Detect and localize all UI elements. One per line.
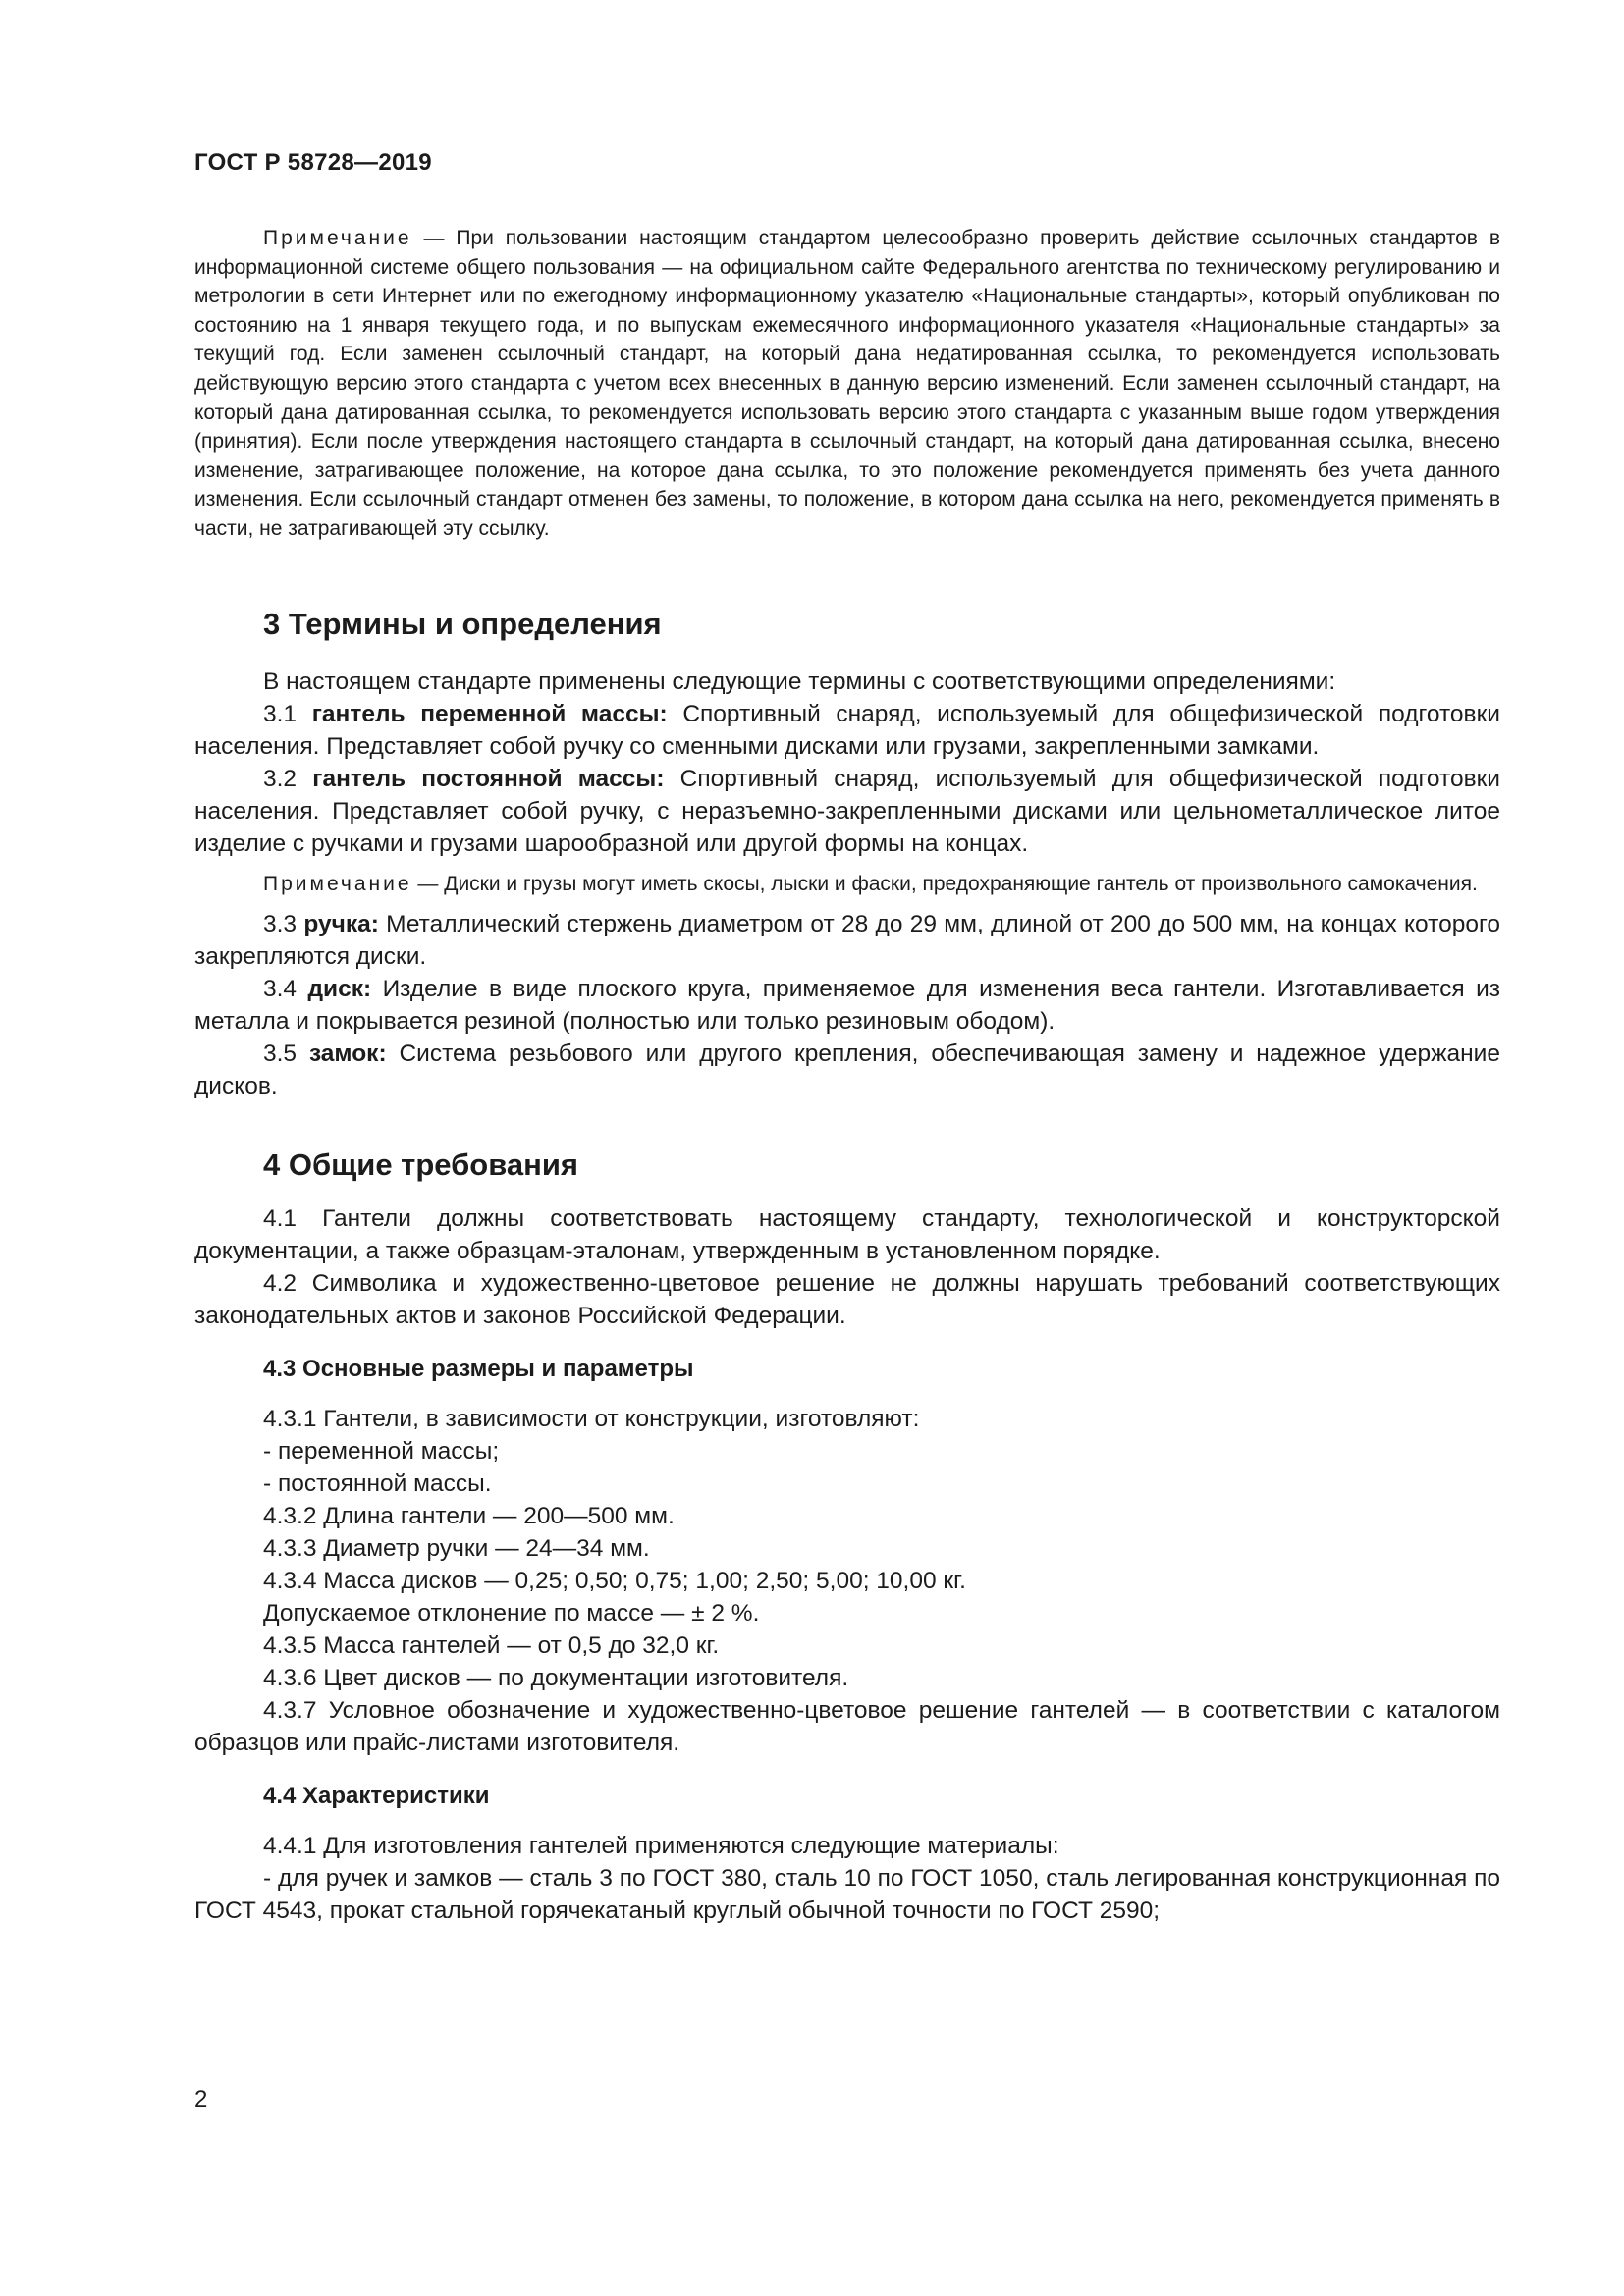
line-mass-tolerance: Допускаемое отклонение по массе — ± 2 %. [263,1600,760,1628]
note-text: — При пользовании настоящим стандартом целесообразно проверить действие ссылочных стандартов в информационной системе общего пользования — на официальном сайте Федерального агентства по техническому регулированию и метрологии в сети Интернет или по ежегодному информационному указателю «Национальные стандарты», который опубликован по состоянию на 1 января текущего года, и по выпускам ежемесячного информационного указателя «Национальные стандарты» за текущий год. Если заменен ссылочный стандарт, на который дана недатированная ссылка, то рекомендуется использовать действующую версию этого стандарта с учетом всех внесенных в данную версию изменений. Если заменен ссылочный стандарт, на который дана датированная ссылка, то рекомендуется использовать версию этого стандарта с указанным выше годом утверждения (принятия). Если после утверждения настоящего стандарта в ссылочный стандарт, на который дана датированная ссылка, внесено изменение, затрагивающее положение, на которое дана ссылка, то это положение рекомендуется применять без учета данного изменения. Если ссылочный стандарт отменен без замены, то положение, в котором дана ссылка на него, рекомендуется применять в части, не затрагивающей эту ссылку. [194,227,1500,540]
section-3-title: 3 Термины и определения [263,606,662,641]
section-3-intro: В настоящем стандарте применены следующие термины с соответствующими определениями: [263,667,1336,695]
term-name: гантель переменной массы: [311,700,668,727]
term-definition: Система резьбового или другого крепления, обеспечивающая замену и надежное удержание дисков. [194,1041,1500,1100]
line-4-3-4: 4.3.4 Масса дисков — 0,25; 0,50; 0,75; 1,00; 2,50; 5,00; 10,00 кг. [263,1568,966,1595]
term-name: гантель постоянной массы: [312,765,665,792]
term-definition: Спортивный снаряд, используемый для общефизической подготовки населения. Представляет собой ручку, с неразъемно-закрепленными дисками или цельнометаллическое литое изделие с ручками и грузами шарообразной или другой формы на концах. [194,765,1500,857]
term-3-2 [194,763,1500,860]
note-label: Примечание [263,872,412,895]
term-number: 3.3 [263,911,304,938]
term-3-1 [194,698,1500,763]
term-3-4 [194,973,1500,1038]
term-3-5 [194,1038,1500,1102]
page-number: 2 [194,2086,208,2112]
reference-note [194,224,1500,544]
term-definition: Металлический стержень диаметром от 28 до 29 мм, длиной от 200 до 500 мм, на концах которого закрепляются диски. [194,911,1500,971]
paragraph-4-4-1: 4.4.1 Для изготовления гантелей применяются следующие материалы: [263,1833,1059,1860]
section-4-title: 4 Общие требования [263,1148,578,1183]
term-name: диск: [307,976,372,1003]
subsection-4-3-title: 4.3 Основные размеры и параметры [263,1356,694,1383]
term-name: замок: [308,1041,387,1068]
note-label: Примечание [263,227,412,249]
line-4-3-2: 4.3.2 Длина гантели — 200—500 мм. [263,1503,675,1530]
term-number: 3.2 [263,765,313,792]
term-note [194,870,1500,899]
term-3-3 [194,908,1500,973]
list-item-variable-mass: - переменной массы; [263,1438,500,1466]
term-definition: Изделие в виде плоского круга, применяемое для изменения веса гантели. Изготавливается из металла и покрывается резиной (полностью или только резиновым ободом). [194,976,1500,1036]
term-definition: Спортивный снаряд, используемый для общефизической подготовки населения. Представляет собой ручку со сменными дисками или грузами, закрепленными замками. [194,700,1500,760]
list-item-constant-mass: - постоянной массы. [263,1470,492,1498]
term-number: 3.4 [263,976,308,1003]
line-4-3-1: 4.3.1 Гантели, в зависимости от конструкции, изготовляют: [263,1406,920,1433]
paragraph-4-1: 4.1 Гантели должны соответствовать настоящему стандарту, технологической и конструкторской документации, а также образцам-эталонам, утвержденным в установленном порядке. [194,1205,1500,1265]
document-body [194,224,1500,1927]
paragraph-4-3-7: 4.3.7 Условное обозначение и художественно-цветовое решение гантелей — в соответствии с каталогом образцов или прайс-листами изготовителя. [194,1697,1500,1757]
term-number: 3.1 [263,700,312,727]
paragraph-4-2: 4.2 Символика и художественно-цветовое решение не должны нарушать требований соответствующих законодательных актов и законов Российской Федерации. [194,1270,1500,1330]
note-text: — Диски и грузы могут иметь скосы, лыски и фаски, предохраняющие гантель от произвольного самокачения. [411,872,1478,895]
term-name: ручка: [303,911,379,938]
document-code-header: ГОСТ Р 58728—2019 [194,149,432,176]
line-4-3-3: 4.3.3 Диаметр ручки — 24—34 мм. [263,1535,650,1563]
line-4-3-6: 4.3.6 Цвет дисков — по документации изготовителя. [263,1665,849,1692]
term-number: 3.5 [263,1041,309,1068]
paragraph-materials: - для ручек и замков — сталь 3 по ГОСТ 380, сталь 10 по ГОСТ 1050, сталь легированная конструкционная по ГОСТ 4543, прокат стальной горячекатаный круглый обычной точности по ГОСТ 2590; [194,1865,1500,1925]
subsection-4-4-title: 4.4 Характеристики [263,1783,490,1810]
line-4-3-5: 4.3.5 Масса гантелей — от 0,5 до 32,0 кг. [263,1632,720,1660]
